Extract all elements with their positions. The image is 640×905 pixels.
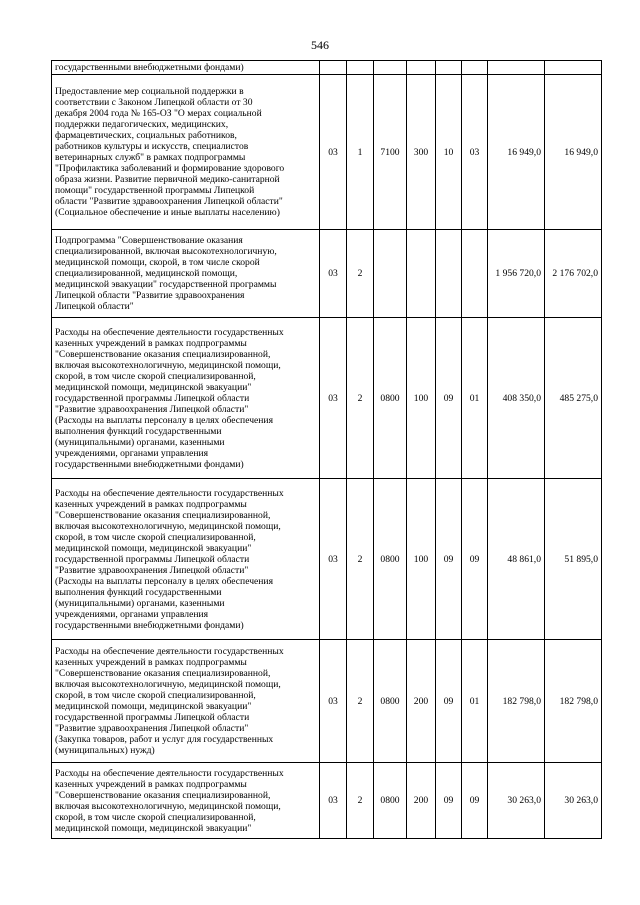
amount-cell: 408 350,0 (488, 318, 545, 479)
amount-cell: 16 949,0 (488, 75, 545, 230)
code-cell: 2 (347, 318, 374, 479)
code-cell: 300 (407, 75, 436, 230)
amount-cell: 30 263,0 (488, 763, 545, 839)
code-cell: 200 (407, 763, 436, 839)
code-cell (320, 61, 347, 75)
code-cell: 1 (347, 75, 374, 230)
amount-cell: 2 176 702,0 (545, 230, 602, 318)
code-cell: 09 (462, 763, 488, 839)
code-cell (374, 230, 407, 318)
code-cell: 2 (347, 230, 374, 318)
code-cell: 2 (347, 763, 374, 839)
code-cell (462, 230, 488, 318)
code-cell: 200 (407, 640, 436, 763)
code-cell: 100 (407, 479, 436, 640)
code-cell: 7100 (374, 75, 407, 230)
table-row (52, 479, 602, 640)
code-cell: 0800 (374, 479, 407, 640)
budget-table (51, 60, 602, 839)
code-cell: 09 (462, 479, 488, 640)
code-cell: 03 (320, 230, 347, 318)
table-row (52, 640, 602, 763)
code-cell: 01 (462, 640, 488, 763)
amount-cell: 182 798,0 (488, 640, 545, 763)
code-cell: 0800 (374, 763, 407, 839)
amount-cell (488, 61, 545, 75)
row-description: Расходы на обеспечение деятельности государственных казенных учреждений в рамках подпрограммы "Совершенствование оказания специализированной, включая высокотехнологичную, медицинской помощи, скорой, в том числе скорой специализированной, медицинской помощи, медицинской эвакуации" государственной программы Липецкой области "Развитие здравоохранения Липецкой области" (Расходы на выплаты персоналу в целях обеспечения выполнения функций государственными (муниципальными) органами, казенными учреждениями, органами управления государственными внебюджетными фондами) (52, 318, 320, 479)
code-cell: 03 (320, 318, 347, 479)
code-cell: 0800 (374, 318, 407, 479)
code-cell: 0800 (374, 640, 407, 763)
code-cell: 03 (462, 75, 488, 230)
table-row (52, 230, 602, 318)
code-cell: 2 (347, 640, 374, 763)
budget-table-body (52, 61, 602, 839)
code-cell: 09 (436, 479, 462, 640)
code-cell (374, 61, 407, 75)
code-cell: 03 (320, 479, 347, 640)
row-description: Предоставление мер социальной поддержки в соответствии с Законом Липецкой области от 30 декабря 2004 года № 165-ОЗ "О мерах социальной поддержки педагогических, медицинских, фармацевтических, социальных работников, работников культуры и искусств, специалистов ветеринарных служб" в рамках подпрограммы "Профилактика заболеваний и формирование здорового образа жизни. Развитие первичной медико-санитарной помощи" государственной программы Липецкой области "Развитие здравоохранения Липецкой области" (Социальное обеспечение и иные выплаты населению) (52, 75, 320, 230)
code-cell: 100 (407, 318, 436, 479)
code-cell (436, 230, 462, 318)
code-cell: 09 (436, 640, 462, 763)
amount-cell: 30 263,0 (545, 763, 602, 839)
code-cell (347, 61, 374, 75)
table-row (52, 763, 602, 839)
amount-cell (545, 61, 602, 75)
amount-cell: 51 895,0 (545, 479, 602, 640)
amount-cell: 485 275,0 (545, 318, 602, 479)
row-description: Расходы на обеспечение деятельности государственных казенных учреждений в рамках подпрограммы "Совершенствование оказания специализированной, включая высокотехнологичную, медицинской помощи, скорой, в том числе скорой специализированной, медицинской помощи, медицинской эвакуации" государственной программы Липецкой области "Развитие здравоохранения Липецкой области" (Закупка товаров, работ и услуг для государственных (муниципальных) нужд) (52, 640, 320, 763)
code-cell (436, 61, 462, 75)
amount-cell: 48 861,0 (488, 479, 545, 640)
code-cell: 2 (347, 479, 374, 640)
code-cell: 09 (436, 763, 462, 839)
code-cell (407, 61, 436, 75)
amount-cell: 1 956 720,0 (488, 230, 545, 318)
page-number: 546 (311, 38, 329, 52)
row-description: государственными внебюджетными фондами) (52, 61, 320, 75)
code-cell: 03 (320, 763, 347, 839)
code-cell: 03 (320, 640, 347, 763)
code-cell: 09 (436, 318, 462, 479)
row-description: Расходы на обеспечение деятельности государственных казенных учреждений в рамках подпрограммы "Совершенствование оказания специализированной, включая высокотехнологичную, медицинской помощи, скорой, в том числе скорой специализированной, медицинской помощи, медицинской эвакуации" государственной программы Липецкой области "Развитие здравоохранения Липецкой области" (Расходы на выплаты персоналу в целях обеспечения выполнения функций государственными (муниципальными) органами, казенными учреждениями, органами управления государственными внебюджетными фондами) (52, 479, 320, 640)
table-row (52, 61, 602, 75)
amount-cell: 182 798,0 (545, 640, 602, 763)
table-row (52, 318, 602, 479)
row-description: Расходы на обеспечение деятельности государственных казенных учреждений в рамках подпрограммы "Совершенствование оказания специализированной, включая высокотехнологичную, медицинской помощи, скорой, в том числе скорой специализированной, медицинской помощи, медицинской эвакуации" (52, 763, 320, 839)
code-cell: 10 (436, 75, 462, 230)
code-cell (407, 230, 436, 318)
code-cell (462, 61, 488, 75)
table-row (52, 75, 602, 230)
amount-cell: 16 949,0 (545, 75, 602, 230)
code-cell: 01 (462, 318, 488, 479)
row-description: Подпрограмма "Совершенствование оказания специализированной, включая высокотехнологичную, медицинской помощи, скорой, в том числе скорой специализированной, медицинской помощи, медицинской эвакуации" государственной программы Липецкой области "Развитие здравоохранения Липецкой области" (52, 230, 320, 318)
code-cell: 03 (320, 75, 347, 230)
